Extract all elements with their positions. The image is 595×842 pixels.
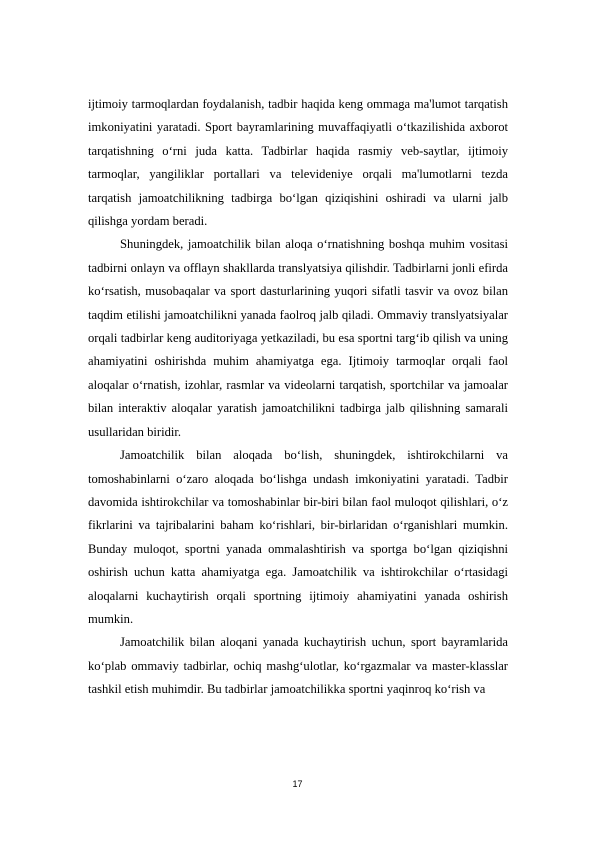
paragraph-3: Jamoatchilik bilan aloqada bo‘lish, shuningdek, ishtirokchilarni va tomoshabinlarni o‘zaro aloqada bo‘lishga undash imkoniyatini yaratadi. Tadbir davomida ishtirokchilar va tomoshabinlar bir-biri bilan faol muloqot qilishlari, o‘z fikrlarini va tajribalarini baham ko‘rishlari, bir-birlaridan o‘rganishlari mumkin. Bunday muloqot, sportni yanada ommalashtirish va sportga bo‘lgan qiziqishni oshirish uchun katta ahamiyatga ega. Jamoatchilik va ishtirokchilar o‘rtasidagi aloqalarni kuchaytirish orqali sportning ijtimoiy ahamiyatini yanada oshirish mumkin. xyxy=(88,448,508,626)
paragraph-4: Jamoatchilik bilan aloqani yanada kuchaytirish uchun, sport bayramlarida ko‘plab ommaviy tadbirlar, ochiq mashg‘ulotlar, ko‘rgazmalar va master-klasslar tashkil etish muhimdir. Bu tadbirlar jamoatchilikka sportni yaqinroq ko‘rish va xyxy=(88,635,508,697)
page-number: 17 xyxy=(292,779,303,789)
body-text xyxy=(88,93,508,702)
paragraph-2: Shuningdek, jamoatchilik bilan aloqa o‘rnatishning boshqa muhim vositasi tadbirni onlayn va offlayn shakllarda translyatsiya qilishdir. Tadbirlarni jonli efirda ko‘rsatish, musobaqalar va sport dasturlarining yuqori sifatli tasvir va ovoz bilan taqdim etilishi jamoatchilikni yanada faolroq jalb qiladi. Ommaviy translyatsiyalar orqali tadbirlar keng auditoriyaga yetkaziladi, bu esa sportni targ‘ib qilish va uning ahamiyatini oshirishda muhim ahamiyatga ega. Ijtimoiy tarmoqlar orqali faol aloqalar o‘rnatish, izohlar, rasmlar va videolarni tarqatish, sportchilar va jamoalar bilan interaktiv aloqalar yaratish jamoatchilikni tadbirga jalb qilishning samarali usullaridan biridir. xyxy=(88,237,508,439)
paragraph-1: ijtimoiy tarmoqlardan foydalanish, tadbir haqida keng ommaga ma'lumot tarqatish imkoniyatini yaratadi. Sport bayramlarining muvaffaqiyatli o‘tkazilishida axborot tarqatishning o‘rni juda katta. Tadbirlar haqida rasmiy veb-saytlar, ijtimoiy tarmoqlar, yangiliklar portallari va televideniye orqali ma'lumotlarni tezda tarqatish jamoatchilikning tadbirga bo‘lgan qiziqishini oshiradi va ularni jalb qilishga yordam beradi. xyxy=(88,97,508,229)
